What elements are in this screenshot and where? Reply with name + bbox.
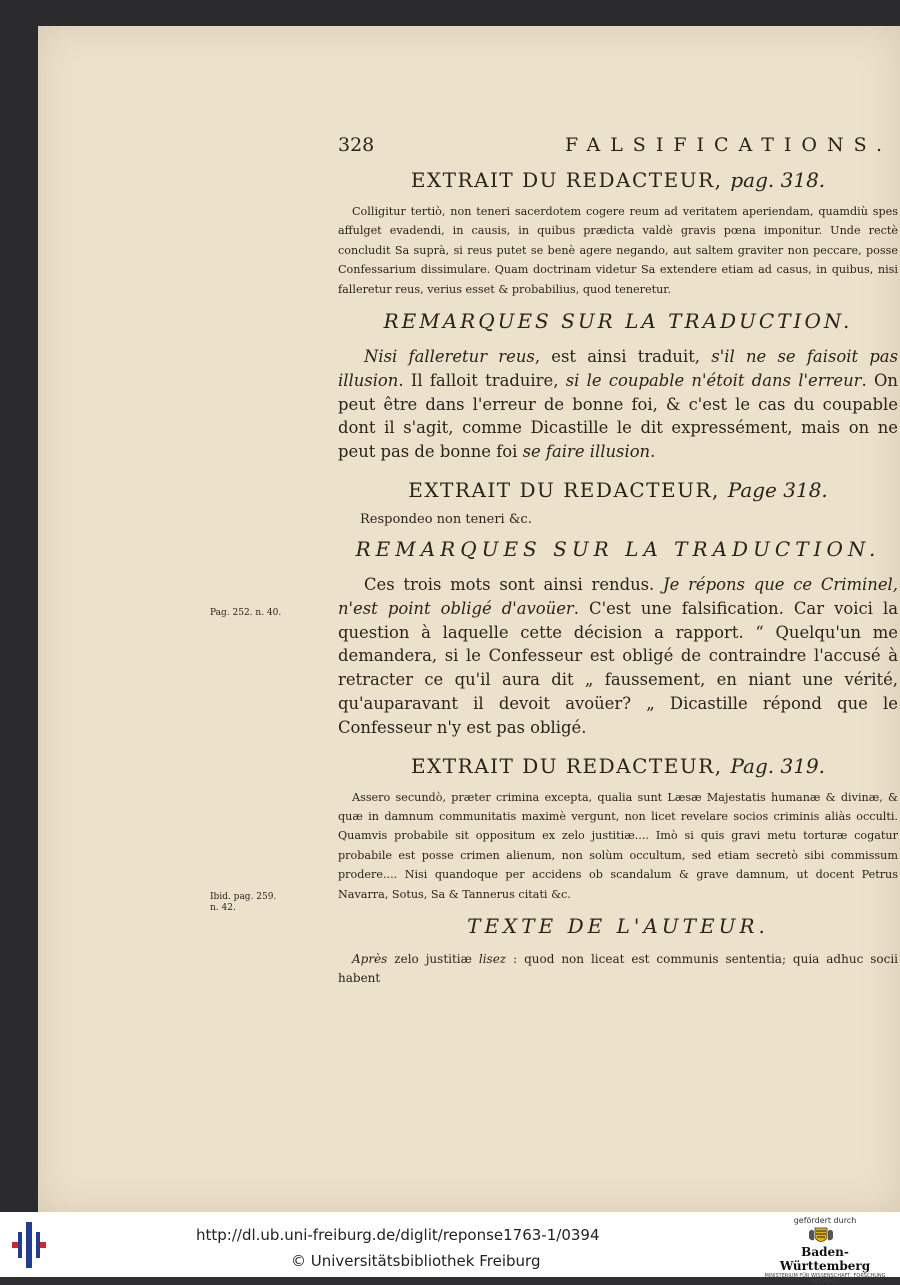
french-remark-1 bbox=[338, 345, 898, 464]
section-heading-texte-auteur: TEXTE DE L'AUTEUR. bbox=[467, 914, 769, 939]
text-run: : quod non liceat est communis sententia; quia adhuc socii habent bbox=[338, 952, 899, 986]
text-run: Ces trois mots sont ainsi rendus. bbox=[364, 575, 664, 595]
source-url-link[interactable]: http://dl.ub.uni-freiburg.de/diglit/reponse1763-1/0394 bbox=[196, 1226, 600, 1244]
italic-run: Après bbox=[352, 952, 388, 967]
latin-excerpt-1: Colligitur tertiò, non teneri sacerdotem cogere reum ad veritatem aperiendam, quamdiù spes affulget evadendi, in causis, in quibus prædicta valdè gravis pœna imponitur. Unde rectè concludit Sa suprà, si reus putet se benè agere negando, aut saltem graviter non peccare, posse Confessarium dissimulare. Quam doctrinam videtur Sa extendere etiam ad casus, in quibus, nisi falleretur reus, verius esset & probabilius, quod teneretur. bbox=[338, 205, 898, 296]
sponsor-label: gefördert durch bbox=[793, 1216, 857, 1225]
section-heading-extrait-2 bbox=[338, 478, 898, 502]
running-title: FALSIFICATIONS. bbox=[564, 134, 892, 156]
text-run: . On peut être dans l'erreur de bonne foi, & c'est le cas du coupable dont il s'agit, comme Dicastille le dit expressément, mais on ne peut pas de bonne foi bbox=[338, 370, 898, 462]
text-run: . bbox=[650, 442, 656, 462]
latin-excerpt-4 bbox=[338, 950, 898, 989]
section-heading-remarques-1: REMARQUES SUR LA TRADUCTION. bbox=[383, 309, 853, 334]
page-number: 328 bbox=[338, 134, 375, 156]
section-heading-remarques-2: REMARQUES SUR LA TRADUCTION. bbox=[355, 537, 881, 562]
footer-bar bbox=[0, 1212, 900, 1285]
section-heading-extrait-3 bbox=[338, 754, 898, 778]
sponsor-name: Baden-Württemberg bbox=[779, 1245, 871, 1273]
running-head bbox=[338, 134, 898, 160]
italic-run: Nisi falleretur reus bbox=[364, 347, 535, 367]
heading-text: EXTRAIT DU REDACTEUR, bbox=[410, 753, 723, 778]
italic-run: lisez bbox=[478, 952, 507, 967]
sponsor-ministry: MINISTERIUM FÜR WISSENSCHAFT, FORSCHUNG UND KUNST bbox=[764, 1273, 886, 1285]
margin-note-2-line2: n. 42. bbox=[210, 903, 236, 913]
heading-text: EXTRAIT DU REDACTEUR, bbox=[408, 478, 720, 503]
ub-freiburg-logo-icon bbox=[12, 1222, 46, 1268]
latin-excerpt-3: Assero secundò, præter crimina excepta, qualia sunt Læsæ Majestatis humanæ & divinæ, & quæ in damnum communitatis maximè vergunt, non licet revelare socios criminis aliàs occulti. Quamvis probabile sit oppositum ex zelo justitiæ.... Imò si quis gravi metu torturæ cogatur probabile est posse crimen alienum, non solùm occultum, sed etiam secretò sibi commissum prodere.... Nisi quandoque per accidens ob scandalum & grave damnum, ut docent Petrus Navarra, Sotus, Sa & Tannerus citati &c. bbox=[338, 790, 898, 901]
coat-of-arms-icon bbox=[807, 1226, 835, 1246]
italic-run: si le coupable n'étoit dans l'erreur bbox=[565, 370, 862, 390]
sponsor-logo bbox=[760, 1216, 890, 1285]
page-content bbox=[338, 134, 898, 989]
french-remark-2 bbox=[338, 573, 898, 740]
latin-excerpt-2: Respondeo non teneri &c. bbox=[360, 512, 532, 528]
margin-note-2-line1: Ibid. pag. 259. bbox=[210, 892, 277, 902]
text-run: , est ainsi traduit, bbox=[534, 347, 712, 367]
book-page bbox=[38, 26, 900, 1212]
heading-text: EXTRAIT DU REDACTEUR, bbox=[410, 168, 723, 192]
text-run: zelo justitiæ bbox=[387, 952, 479, 967]
italic-run: s'il ne se faisoit pas illusion bbox=[338, 347, 898, 390]
margin-note-1: Pag. 252. n. 40. bbox=[210, 608, 282, 618]
text-run: . C'est une falsification. Car voici la question à laquelle cette décision a rapport. “ Quelqu'un me demandera, si le Confesseur est obligé de contraindre l'accusé à retracter ce qu'il aura dit „ faussement, en niant une vérité, qu'auparavant il devoit avoüer? „ Dicastille répond que le Confesseur n'y est pas obligé. bbox=[338, 598, 898, 737]
section-heading-extrait-1 bbox=[338, 168, 898, 192]
heading-page-ref: Pag. 319. bbox=[730, 753, 826, 778]
copyright-text: © Universitätsbibliothek Freiburg bbox=[291, 1252, 541, 1270]
italic-run: se faire illusion bbox=[522, 442, 651, 462]
heading-page-ref: Page 318. bbox=[727, 478, 828, 503]
margin-note-2 bbox=[210, 892, 276, 914]
italic-run: Je répons que ce Criminel, n'est point obligé d'avoüer bbox=[338, 575, 898, 618]
text-run: . Il falloit traduire, bbox=[398, 370, 566, 390]
heading-page-ref: pag. 318. bbox=[730, 168, 826, 192]
